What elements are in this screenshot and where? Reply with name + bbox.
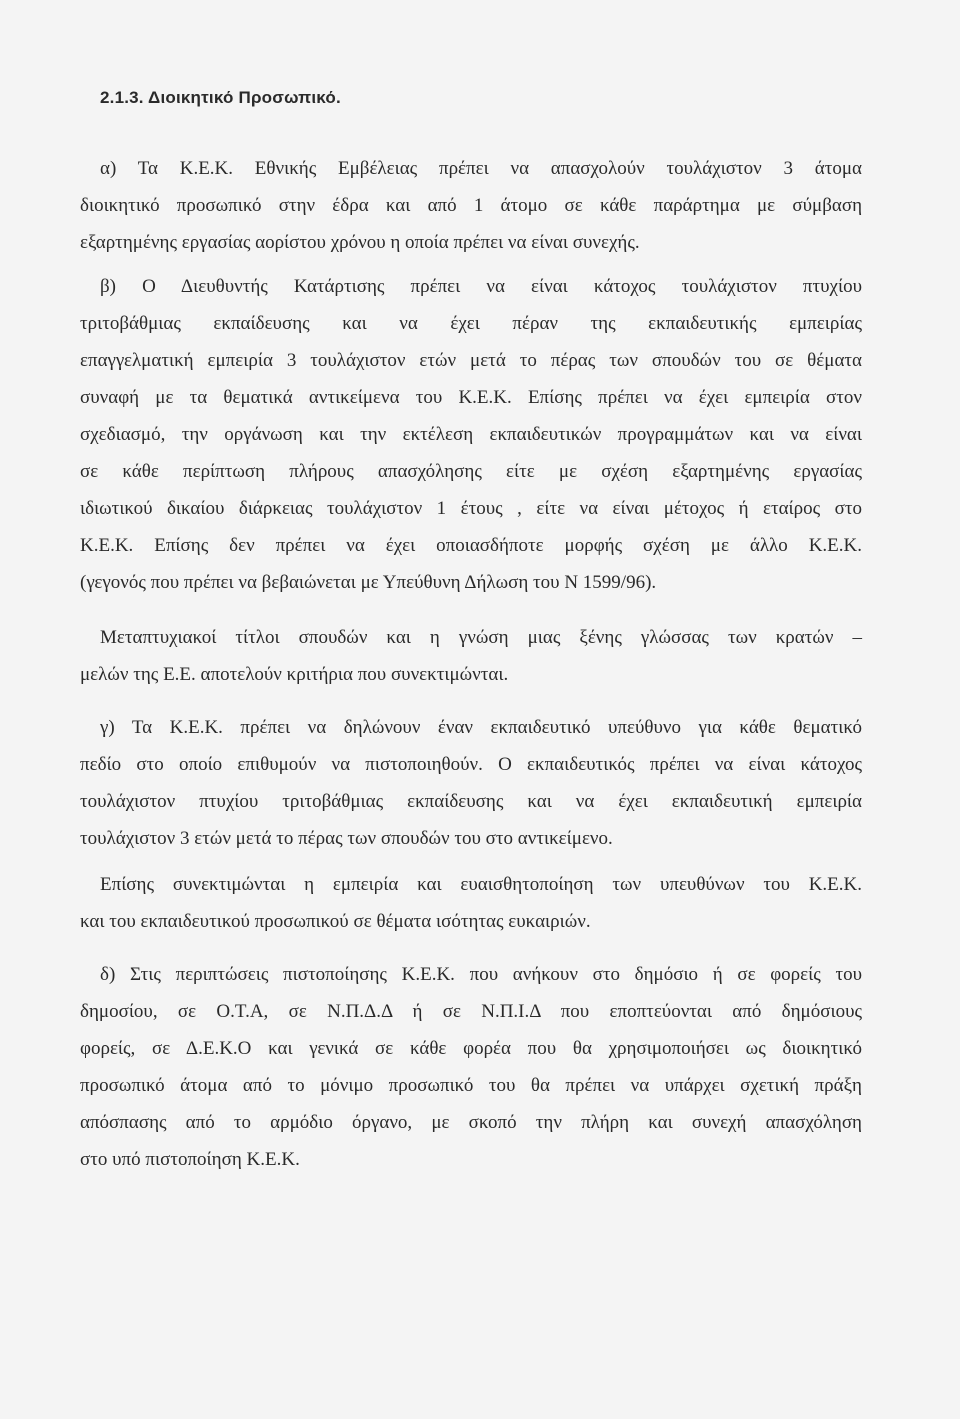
paragraph-equality bbox=[80, 866, 862, 940]
text-line: β) Ο Διευθυντής Κατάρτισης πρέπει να είναι κάτοχος τουλάχιστον πτυχίου bbox=[100, 276, 862, 297]
text-line: σε κάθε περίπτωση πλήρους απασχόλησης είτε με σχέση εξαρτημένης εργασίας bbox=[80, 461, 862, 482]
text-line: τριτοβάθμιας εκπαίδευσης και να έχει πέραν της εκπαιδευτικής εμπειρίας bbox=[80, 313, 862, 334]
text-line: απόσπασης από το αρμόδιο όργανο, με σκοπό την πλήρη και συνεχή απασχόληση bbox=[80, 1112, 862, 1133]
text-line: διοικητικό προσωπικό στην έδρα και από 1 άτομο σε κάθε παράρτημα με σύμβαση bbox=[80, 195, 862, 216]
paragraph-a bbox=[80, 150, 862, 261]
paragraph-postgraduate bbox=[80, 619, 862, 693]
text-line: Μεταπτυχιακοί τίτλοι σπουδών και η γνώση μιας ξένης γλώσσας των κρατών – bbox=[100, 627, 862, 648]
text-line: μελών της Ε.Ε. αποτελούν κριτήρια που συνεκτιμώνται. bbox=[80, 664, 509, 685]
text-line: Επίσης συνεκτιμώνται η εμπειρία και ευαισθητοποίηση των υπευθύνων του Κ.Ε.Κ. bbox=[100, 874, 862, 895]
text-line: τουλάχιστον 3 ετών μετά το πέρας των σπουδών του στο αντικείμενο. bbox=[80, 828, 613, 849]
text-line: τουλάχιστον πτυχίου τριτοβάθμιας εκπαίδευσης και να έχει εκπαιδευτική εμπειρία bbox=[80, 791, 862, 812]
text-line: σχεδιασμό, την οργάνωση και την εκτέλεση εκπαιδευτικών προγραμμάτων και να είναι bbox=[80, 424, 862, 445]
text-line: εξαρτημένης εργασίας αορίστου χρόνου η οποία πρέπει να είναι συνεχής. bbox=[80, 232, 640, 253]
text-line: επαγγελματική εμπειρία 3 τουλάχιστον ετών μετά το πέρας των σπουδών του σε θέματα bbox=[80, 350, 862, 371]
section-heading: 2.1.3. Διοικητικό Προσωπικό. bbox=[100, 88, 341, 107]
text-line: και του εκπαιδευτικού προσωπικού σε θέματα ισότητας ευκαιριών. bbox=[80, 911, 591, 932]
text-line: Κ.Ε.Κ. Επίσης δεν πρέπει να έχει οποιασδήποτε μορφής σχέση με άλλο Κ.Ε.Κ. bbox=[80, 535, 862, 556]
paragraph-b bbox=[80, 268, 862, 601]
text-line: πεδίο στο οποίο επιθυμούν να πιστοποιηθούν. Ο εκπαιδευτικός πρέπει να είναι κάτοχος bbox=[80, 754, 862, 775]
text-line: προσωπικό άτομα από το μόνιμο προσωπικό του θα πρέπει να υπάρχει σχετική πράξη bbox=[80, 1075, 862, 1096]
paragraph-d bbox=[80, 956, 862, 1178]
text-line: ιδιωτικού δικαίου διάρκειας τουλάχιστον 1 έτους , είτε να είναι μέτοχος ή εταίρος στο bbox=[80, 498, 862, 519]
text-line: συναφή με τα θεματικά αντικείμενα του Κ.Ε.Κ. Επίσης πρέπει να έχει εμπειρία στον bbox=[80, 387, 862, 408]
text-line: φορείς, σε Δ.Ε.Κ.Ο και γενικά σε κάθε φορέα που θα χρησιμοποιήσει ως διοικητικό bbox=[80, 1038, 862, 1059]
text-line: δ) Στις περιπτώσεις πιστοποίησης Κ.Ε.Κ. που ανήκουν στο δημόσιο ή σε φορείς του bbox=[100, 964, 862, 985]
text-line: (γεγονός που πρέπει να βεβαιώνεται με Υπεύθυνη Δήλωση του Ν 1599/96). bbox=[80, 572, 657, 593]
text-line: α) Τα Κ.Ε.Κ. Εθνικής Εμβέλειας πρέπει να απασχολούν τουλάχιστον 3 άτομα bbox=[100, 158, 862, 179]
text-line: στο υπό πιστοποίηση Κ.Ε.Κ. bbox=[80, 1149, 300, 1170]
text-line: δημοσίου, σε Ο.Τ.Α, σε Ν.Π.Δ.Δ ή σε Ν.Π.Ι.Δ που εποπτεύονται από δημόσιους bbox=[80, 1001, 862, 1022]
text-line: γ) Τα Κ.Ε.Κ. πρέπει να δηλώνουν έναν εκπαιδευτικό υπεύθυνο για κάθε θεματικό bbox=[100, 717, 862, 738]
paragraph-c bbox=[80, 709, 862, 857]
